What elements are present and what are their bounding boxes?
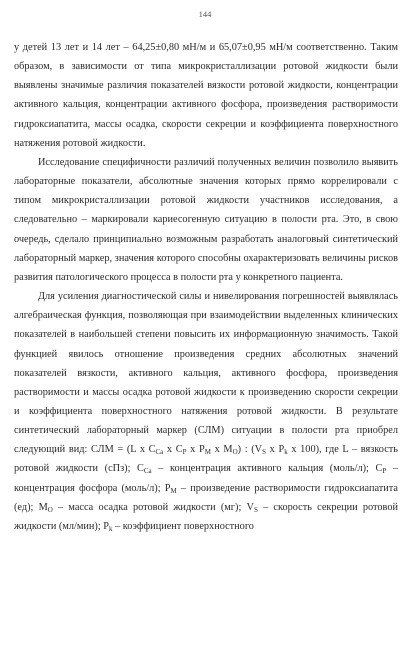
formula-definitions: , где L – вязкость ротовой жидкости (сПз); $C_{Ca}$ – концентрация активного кальция (моль/л); $C_P$ – концентрация фосфора (моль/л); $P_M$ – произведение растворимости гидроксиапатита (ед); $M_O$ – масса осадка ротовой жидкости (мг); $V_S$ – скорость секреции ротовой жидкости (мл/мин); $P_k$ – коэффициент поверхностного xyxy=(14,444,398,533)
paragraph-2: Исследование специфичности различий полученных величин позволило выявить лабораторные показатели, абсолютные значения которых прямо коррелировали с типом микрокристаллизации ротовой жидкости участников исследования, а следовательно – маркировали кариесогенную ситуацию в полости рта. Это, в свою очередь, сделало принципиально возможным разработать аналоговый синтетический лабораторный маркер, значения которого способны охарактеризовать величины рисков развития патологического процесса в полости рта у конкретного пациента. xyxy=(14,156,398,283)
paragraph-1: у детей 13 лет и 14 лет – 64,25±0,80 мН/м и 65,07±0,95 мН/м соответственно. Таким образом, в зависимости от типа микрокристаллизации ротовой жидкости были выявлены значимые различия показателей вязкости ротовой жидкости, концентрации активного кальция, концентрации активного фосфора, произведения растворимости гидроксиапатита, массы осадка, скорости секреции и коэффициента поверхностного натяжения ротовой жидкости. xyxy=(14,42,398,149)
paragraph-3 xyxy=(14,287,398,536)
paragraph-3-intro: Для усиления диагностической силы и нивелирования погрешностей выявлялась алгебраическая функция, позволяющая при взаимодействии выделенных клинических показателей в наибольшей степени повысить их информационную значимость. Такой функцией явилось отношение произведения средних абсолютных значений показателей вязкости, активного кальция, активного фосфора, произведения растворимости и массы осадка ротовой жидкости к произведению скорости секреции и коэффициента поверхностного натяжения ротовой жидкости. В результате синтетический лабораторный маркер (СЛМ) ситуации в полости рта приобрел следующий вид: xyxy=(14,291,398,456)
page-number: 144 xyxy=(198,9,212,19)
slm-formula: СЛМ = (L x $C_{Ca}$ x $C_P$ x $P_M$ x $M_O$) : ($V_S$ x $P_k$ x 100) xyxy=(90,444,320,457)
document-body xyxy=(14,38,398,536)
